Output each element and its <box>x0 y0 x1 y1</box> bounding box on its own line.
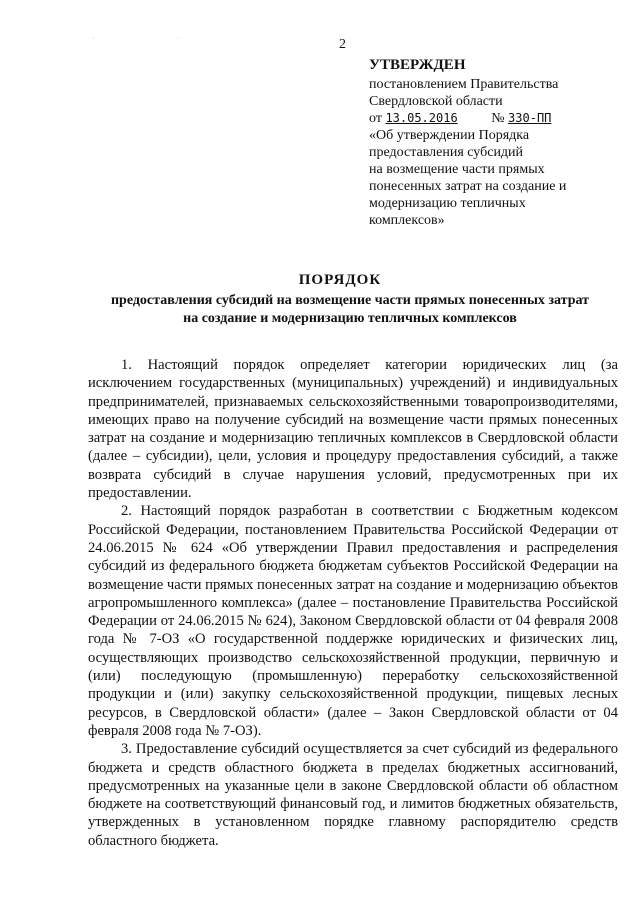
approval-doc-title-6: комплексов» <box>369 213 445 228</box>
approval-block <box>369 57 619 229</box>
paragraph-1: 1. Настоящий порядок определяет категории юридических лиц (за исключением государственных (муниципальных) учреждений) и индивидуальных предпринимателей, признаваемых сельскохозяйственными товаропроизводителями, имеющих право на получение субсидий на возмещение части прямых понесенных затрат на создание и модернизацию тепличных комплексов в Свердловской области (далее – субсидии), цели, условия и процедуру предоставления субсидий, а также возврата субсидий в случае нарушения условий, предусмотренных при их предоставлении. <box>88 357 618 502</box>
approval-number: 330-ПП <box>508 111 552 125</box>
date-prefix: от <box>369 111 382 126</box>
number-prefix: № <box>491 111 505 126</box>
page-number: 2 <box>339 37 346 52</box>
paragraph-2: 2. Настоящий порядок разработан в соответствии с Бюджетным кодексом Российской Федерации, постановлением Правительства Российской Федерации от 24.06.2015 № 624 «Об утверждении Правил предоставления и распределения субсидий из федерального бюджета бюджетам субъектов Российской Федерации на возмещение части прямых понесенных затрат на создание и модернизацию объектов агропромышленного комплекса» (далее – постановление Правительства Российской Федерации от 24.06.2015 № 624), Законом Свердловской области от 04 февраля 2008 года № 7-ОЗ «О государственной поддержке юридических и физических лиц, осуществляющих производство сельскохозяйственной продукции, первичную и (или) последующую (промышленную) переработку сельскохозяйственной продукции и (или) закупку сельскохозяйственной продукции, пищевых лесных ресурсов, в Свердловской области» (далее – Закон Свердловской области от 04 февраля 2008 года № 7-ОЗ). <box>88 503 618 739</box>
approval-doc-title-4: понесенных затрат на создание и <box>369 179 567 194</box>
document-subtitle <box>80 292 620 328</box>
approval-doc-title-5: модернизацию тепличных <box>369 196 526 211</box>
approval-line-1: постановлением Правительства <box>369 77 559 92</box>
approval-line-2: Свердловской области <box>369 94 503 109</box>
subtitle-line-2: на создание и модернизацию тепличных комплексов <box>183 311 517 326</box>
approval-doc-title-1: «Об утверждении Порядка <box>369 128 530 143</box>
approval-heading: УТВЕРЖДЕН <box>369 57 466 73</box>
paragraph-3: 3. Предоставление субсидий осуществляется за счет субсидий из федерального бюджета и средств областного бюджета в пределах бюджетных ассигнований, предусмотренных на указанные цели в законе Свердловской области об областном бюджете на соответствующий финансовый год, и лимитов бюджетных обязательств, утвержденных в установленном порядке главному распорядителю средств областного бюджета. <box>88 741 618 849</box>
approval-doc-title-2: предоставления субсидий <box>369 145 524 160</box>
approval-doc-title-3: на возмещение части прямых <box>369 162 545 177</box>
scan-dots: · · <box>92 34 220 43</box>
approval-date: 13.05.2016 <box>385 111 458 125</box>
approval-date-line <box>369 110 619 127</box>
subtitle-line-1: предоставления субсидий на возмещение части прямых понесенных затрат <box>110 293 590 308</box>
document-body <box>88 356 618 850</box>
document-title: ПОРЯДОК <box>298 272 382 288</box>
